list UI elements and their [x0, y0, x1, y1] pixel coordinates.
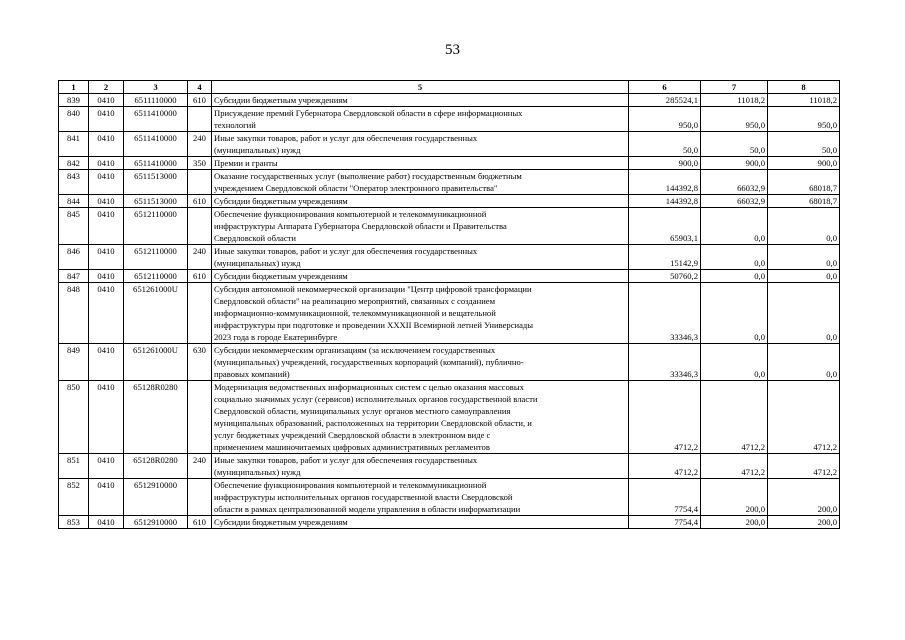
amount-year3-cell: 950,0: [768, 107, 840, 132]
amount-year2-cell: 66032,9: [701, 195, 768, 208]
description-cell: [212, 454, 629, 479]
description-line: Иные закупки товаров, работ и услуг для обеспечения государственных: [214, 246, 478, 256]
amount-year2-cell: 11018,2: [701, 94, 768, 107]
amount-year1-cell: 4712,2: [629, 454, 701, 479]
amount-year3-cell: 0,0: [768, 344, 840, 381]
row-number-cell: 850: [59, 381, 89, 454]
amount-year1-cell: 33346,3: [629, 283, 701, 344]
target-article-cell: 6512110000: [124, 208, 188, 245]
amount-year3-cell: 0,0: [768, 270, 840, 283]
description-line: Субсидии бюджетным учреждениям: [214, 271, 348, 281]
description-cell: [212, 245, 629, 270]
description-line: Свердловской области: [214, 233, 297, 243]
description-line: Свердловской области" на реализацию мероприятий, связанных с созданием: [214, 296, 496, 306]
description-cell: [212, 170, 629, 195]
section-code-cell: 0410: [89, 132, 124, 157]
amount-year1-cell: 144392,8: [629, 170, 701, 195]
section-code-cell: 0410: [89, 245, 124, 270]
description-cell: [212, 516, 629, 529]
table-row: [59, 107, 840, 132]
description-line: инфраструктуры Аппарата Губернатора Свердловской области и Правительства: [214, 221, 507, 231]
amount-year2-cell: 0,0: [701, 344, 768, 381]
row-number-cell: 842: [59, 157, 89, 170]
header-cell: 8: [768, 81, 840, 94]
expense-type-cell: 240: [188, 132, 212, 157]
description-line: Модернизация ведомственных информационных систем с целью оказания массовых: [214, 382, 524, 392]
target-article-cell: 6511410000: [124, 132, 188, 157]
amount-year2-cell: 0,0: [701, 283, 768, 344]
amount-year2-cell: 900,0: [701, 157, 768, 170]
target-article-cell: 65128R0280: [124, 454, 188, 479]
section-code-cell: 0410: [89, 454, 124, 479]
row-number-cell: 848: [59, 283, 89, 344]
target-article-cell: 6511110000: [124, 94, 188, 107]
row-number-cell: 851: [59, 454, 89, 479]
expense-type-cell: 610: [188, 195, 212, 208]
description-cell: [212, 132, 629, 157]
section-code-cell: 0410: [89, 208, 124, 245]
amount-year2-cell: 66032,9: [701, 170, 768, 195]
table-row: [59, 270, 840, 283]
row-number-cell: 843: [59, 170, 89, 195]
description-cell: [212, 94, 629, 107]
header-cell: 5: [212, 81, 629, 94]
description-cell: [212, 344, 629, 381]
amount-year1-cell: 50760,2: [629, 270, 701, 283]
description-line: муниципальных образований, расположенных на территории Свердловской области, и: [214, 418, 532, 428]
row-number-cell: 844: [59, 195, 89, 208]
amount-year2-cell: 0,0: [701, 208, 768, 245]
target-article-cell: 6511513000: [124, 170, 188, 195]
section-code-cell: 0410: [89, 270, 124, 283]
row-number-cell: 845: [59, 208, 89, 245]
amount-year1-cell: 285524,1: [629, 94, 701, 107]
table-row: [59, 132, 840, 157]
expense-type-cell: 240: [188, 245, 212, 270]
amount-year3-cell: 0,0: [768, 245, 840, 270]
amount-year2-cell: 50,0: [701, 132, 768, 157]
description-line: Обеспечение функционирования компьютерной и телекоммуникационной: [214, 209, 487, 219]
expense-type-cell: [188, 170, 212, 195]
row-number-cell: 840: [59, 107, 89, 132]
table-row: [59, 195, 840, 208]
description-line: 2023 года в городе Екатеринбурге: [214, 332, 338, 342]
amount-year3-cell: 68018,7: [768, 170, 840, 195]
description-line: Иные закупки товаров, работ и услуг для обеспечения государственных: [214, 133, 478, 143]
description-line: Субсидия автономной некоммерческой организации "Центр цифровой трансформации: [214, 284, 532, 294]
header-cell: 3: [124, 81, 188, 94]
description-line: Обеспечение функционирования компьютерной и телекоммуникационной: [214, 480, 487, 490]
section-code-cell: 0410: [89, 344, 124, 381]
expense-type-cell: [188, 208, 212, 245]
description-cell: [212, 270, 629, 283]
table-row: [59, 208, 840, 245]
amount-year1-cell: 4712,2: [629, 381, 701, 454]
target-article-cell: 6512110000: [124, 245, 188, 270]
section-code-cell: 0410: [89, 381, 124, 454]
table-row: [59, 157, 840, 170]
amount-year1-cell: 65903,1: [629, 208, 701, 245]
description-line: Субсидии некоммерческим организациям (за исключением государственных: [214, 345, 496, 355]
header-cell: 7: [701, 81, 768, 94]
amount-year3-cell: 4712,2: [768, 454, 840, 479]
amount-year2-cell: 0,0: [701, 270, 768, 283]
target-article-cell: 651261000U: [124, 283, 188, 344]
expense-type-cell: [188, 107, 212, 132]
amount-year3-cell: 0,0: [768, 283, 840, 344]
amount-year2-cell: 0,0: [701, 245, 768, 270]
section-code-cell: 0410: [89, 516, 124, 529]
description-cell: [212, 381, 629, 454]
table-row: [59, 454, 840, 479]
description-line: Иные закупки товаров, работ и услуг для обеспечения государственных: [214, 455, 478, 465]
amount-year1-cell: 50,0: [629, 132, 701, 157]
amount-year3-cell: 11018,2: [768, 94, 840, 107]
expense-type-cell: 350: [188, 157, 212, 170]
table-row: [59, 381, 840, 454]
row-number-cell: 849: [59, 344, 89, 381]
header-cell: 4: [188, 81, 212, 94]
description-line: (муниципальных) нужд: [214, 467, 301, 477]
amount-year2-cell: 950,0: [701, 107, 768, 132]
description-line: Премии и гранты: [214, 158, 278, 168]
budget-table: [58, 80, 840, 529]
description-line: (муниципальных) нужд: [214, 258, 301, 268]
description-line: правовых компаний): [214, 369, 290, 379]
description-line: Субсидии бюджетным учреждениям: [214, 95, 348, 105]
table-body: [59, 94, 840, 529]
amount-year3-cell: 200,0: [768, 516, 840, 529]
amount-year3-cell: 900,0: [768, 157, 840, 170]
amount-year1-cell: 15142,9: [629, 245, 701, 270]
expense-type-cell: 610: [188, 516, 212, 529]
table-row: [59, 94, 840, 107]
section-code-cell: 0410: [89, 157, 124, 170]
amount-year2-cell: 4712,2: [701, 381, 768, 454]
amount-year1-cell: 900,0: [629, 157, 701, 170]
description-line: применением машиночитаемых цифровых административных регламентов: [214, 442, 490, 452]
table-row: [59, 245, 840, 270]
description-line: технологий: [214, 120, 256, 130]
description-cell: [212, 283, 629, 344]
target-article-cell: 65128R0280: [124, 381, 188, 454]
amount-year2-cell: 4712,2: [701, 454, 768, 479]
amount-year1-cell: 7754,4: [629, 516, 701, 529]
expense-type-cell: [188, 283, 212, 344]
target-article-cell: 651261000U: [124, 344, 188, 381]
table-row: [59, 479, 840, 516]
description-line: области в рамках централизованной модели управления в области информатизации: [214, 504, 521, 514]
header-cell: 1: [59, 81, 89, 94]
amount-year3-cell: 200,0: [768, 479, 840, 516]
row-number-cell: 847: [59, 270, 89, 283]
expense-type-cell: 610: [188, 270, 212, 283]
header-row: [59, 81, 840, 94]
description-line: инфраструктуры при подготовке и проведении XXXII Всемирной летней Универсиады: [214, 320, 534, 330]
section-code-cell: 0410: [89, 94, 124, 107]
section-code-cell: 0410: [89, 283, 124, 344]
description-cell: [212, 479, 629, 516]
section-code-cell: 0410: [89, 479, 124, 516]
description-line: инфраструктуры исполнительных органов государственной власти Свердловской: [214, 492, 513, 502]
amount-year1-cell: 950,0: [629, 107, 701, 132]
header-cell: 6: [629, 81, 701, 94]
description-cell: [212, 157, 629, 170]
header-cell: 2: [89, 81, 124, 94]
expense-type-cell: [188, 479, 212, 516]
amount-year3-cell: 68018,7: [768, 195, 840, 208]
amount-year3-cell: 50,0: [768, 132, 840, 157]
table-row: [59, 283, 840, 344]
description-line: (муниципальных) учреждений, государственных корпораций (компаний), публично-: [214, 357, 524, 367]
table-row: [59, 170, 840, 195]
description-line: услуг бюджетных учреждений Свердловской области в электронном виде с: [214, 430, 491, 440]
table-row: [59, 516, 840, 529]
description-line: информационно-коммуникационной, телекоммуникационной и вещательной: [214, 308, 496, 318]
description-line: Присуждение премий Губернатора Свердловской области в сфере информационных: [214, 108, 523, 118]
expense-type-cell: 240: [188, 454, 212, 479]
target-article-cell: 6512910000: [124, 516, 188, 529]
amount-year1-cell: 7754,4: [629, 479, 701, 516]
amount-year1-cell: 144392,8: [629, 195, 701, 208]
section-code-cell: 0410: [89, 107, 124, 132]
row-number-cell: 846: [59, 245, 89, 270]
target-article-cell: 6511410000: [124, 157, 188, 170]
target-article-cell: 6511410000: [124, 107, 188, 132]
amount-year3-cell: 0,0: [768, 208, 840, 245]
amount-year2-cell: 200,0: [701, 516, 768, 529]
description-line: учреждением Свердловской области "Оператор электронного правительства": [214, 183, 498, 193]
row-number-cell: 839: [59, 94, 89, 107]
table-row: [59, 344, 840, 381]
target-article-cell: 6511513000: [124, 195, 188, 208]
description-cell: [212, 107, 629, 132]
description-line: Субсидии бюджетным учреждениям: [214, 196, 348, 206]
section-code-cell: 0410: [89, 170, 124, 195]
row-number-cell: 853: [59, 516, 89, 529]
description-line: (муниципальных) нужд: [214, 145, 301, 155]
expense-type-cell: [188, 381, 212, 454]
target-article-cell: 6512110000: [124, 270, 188, 283]
description-line: социально значимых услуг (сервисов) исполнительных органов государственной власти: [214, 394, 538, 404]
amount-year3-cell: 4712,2: [768, 381, 840, 454]
description-line: Оказание государственных услуг (выполнение работ) государственным бюджетным: [214, 171, 522, 181]
description-cell: [212, 208, 629, 245]
amount-year1-cell: 33346,3: [629, 344, 701, 381]
section-code-cell: 0410: [89, 195, 124, 208]
row-number-cell: 841: [59, 132, 89, 157]
row-number-cell: 852: [59, 479, 89, 516]
description-line: Свердловской области, муниципальных услуг органов местного самоуправления: [214, 406, 511, 416]
target-article-cell: 6512910000: [124, 479, 188, 516]
description-line: Субсидии бюджетным учреждениям: [214, 517, 348, 527]
expense-type-cell: 630: [188, 344, 212, 381]
page-number: 53: [445, 42, 460, 58]
amount-year2-cell: 200,0: [701, 479, 768, 516]
description-cell: [212, 195, 629, 208]
expense-type-cell: 610: [188, 94, 212, 107]
